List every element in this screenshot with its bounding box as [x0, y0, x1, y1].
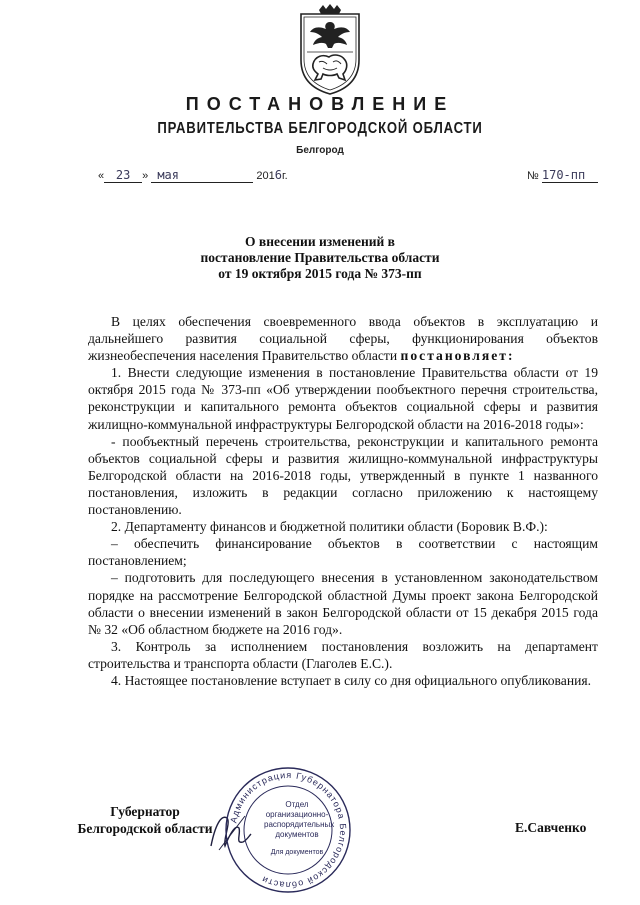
city-name: Белгород	[296, 145, 344, 156]
position-line-2: Белгородской области	[77, 821, 213, 836]
date-day: 23	[104, 168, 142, 183]
position-line-1: Губернатор	[110, 804, 180, 819]
date-line	[98, 168, 288, 183]
document-body	[88, 313, 598, 689]
paragraph-4: 4. Настоящее постановление вступает в силу со дня официального опубликования.	[111, 672, 592, 688]
date-year-digit: 6	[274, 168, 282, 182]
date-year-prefix: 201	[256, 170, 275, 182]
paragraph-1: 1. Внести следующие изменения в постановление Правительства области от 19 октября 2015 года № 373-пп «Об утверждении пообъектного перечня строительства, реконструкции и капитального ремонта объектов социальной сферы и развития жилищно-коммунальной инфраструктуры Белгородской области на 2016-2018 годы»:	[88, 365, 598, 432]
stamp-line-2: организационно-	[265, 810, 329, 819]
intro-text: В целях обеспечения своевременного ввода объектов в эксплуатацию и дальнейшего развития социальной сферы, функционирования объектов жизнеобеспечения населения Правительство области	[88, 314, 598, 364]
stamp-ring-text: Администрация Губернатора Белгородской области	[228, 769, 349, 891]
paragraph-1a: - пообъектный перечень строительства, реконструкции и капитального ремонта объектов социальной сферы и развития жилищно-коммунальной инфраструктуры Белгородской области на 2016-2018 годы, утвержденный в пункте 1 названного постановления, изложить в редакции согласно приложению к настоящему постановлению.	[88, 433, 598, 518]
stamp-line-5: Для документов	[270, 849, 324, 856]
paragraph-2b: – подготовить для последующего внесения в установленном законодательством порядке на рассмотрение Белгородской областной Думы проект закона Белгородской области о внесении изменений в закон Белгородской области от 15 декабря 2015 года № 32 «Об областном бюджете на 2016 год».	[88, 570, 598, 637]
date-open-quote: «	[98, 170, 105, 182]
subject-line-1: О внесении изменений в	[245, 234, 395, 249]
number-label: №	[527, 170, 539, 182]
stamp-line-4: документов	[275, 830, 319, 839]
signatory-name: Е.Савченко	[515, 820, 587, 835]
date-close-quote: »	[142, 170, 149, 182]
stamp-inner-text	[264, 800, 335, 858]
paragraph-3: 3. Контроль за исполнением постановления возложить на департамент строительства и транспорта области (Глаголев Е.С.).	[88, 638, 598, 671]
document-subject	[0, 234, 640, 282]
paragraph-2: 2. Департаменту финансов и бюджетной политики области (Боровик В.Ф.):	[111, 519, 548, 535]
stamp-line-3: распорядительных	[264, 820, 335, 829]
date-year-suffix: г.	[281, 170, 288, 182]
paragraph-2a: – обеспечить финансирование объектов в соответствии с настоящим постановлением;	[88, 536, 598, 569]
coat-of-arms-emblem	[293, 4, 367, 96]
subject-line-3: от 19 октября 2015 года № 373-пп	[218, 266, 422, 281]
body-intro-paragraph	[88, 313, 598, 364]
document-number-line	[527, 168, 598, 183]
document-number: 170-пп	[542, 168, 598, 183]
document-type-title: ПОСТАНОВЛЕНИЕ	[185, 94, 455, 114]
date-month: мая	[151, 168, 253, 183]
resolves-word: постановляет:	[400, 348, 515, 364]
subject-line-2: постановление Правительства области	[200, 250, 440, 265]
stamp-line-1: Отдел	[285, 800, 309, 809]
issuing-authority: ПРАВИТЕЛЬСТВА БЕЛГОРОДСКОЙ ОБЛАСТИ	[157, 120, 483, 137]
